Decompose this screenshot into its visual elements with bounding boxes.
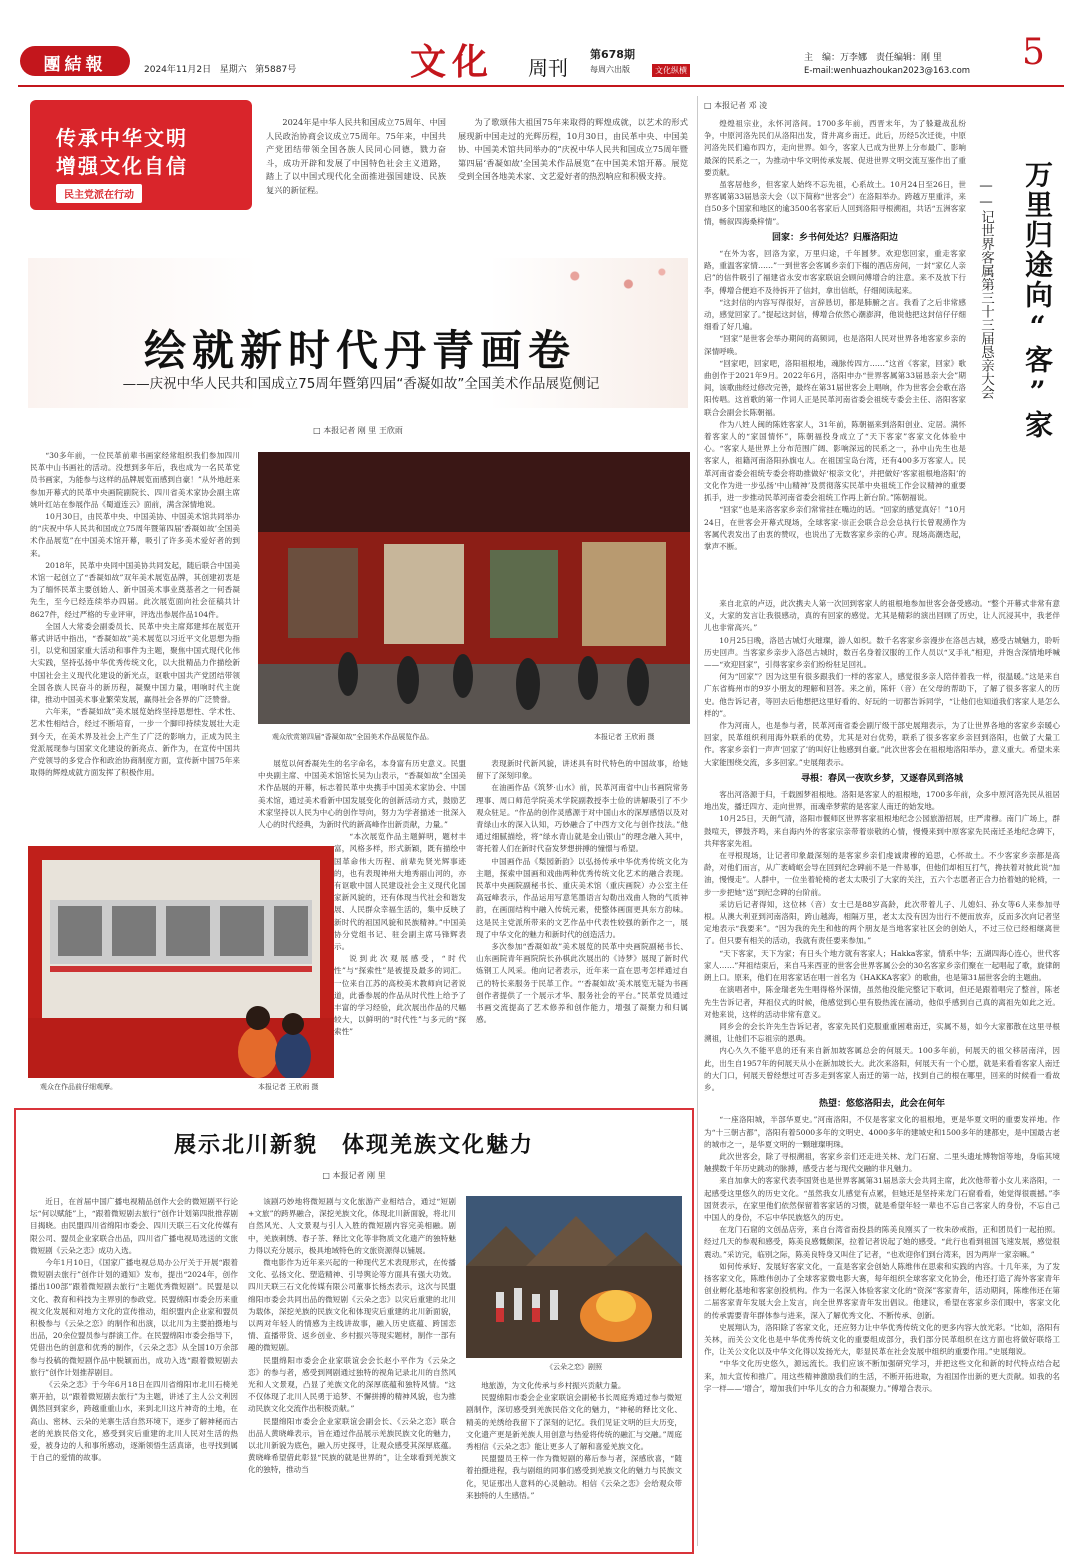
article2-paragraph: 同乡会的会长许先生告诉记者，客家先民们克服重重困难南迁，实属不易，如今大家都散在这里寻根溯祖，让他们不忘祖宗的恩典。 [704,1021,1060,1044]
article3-paragraph: 民盟绵阳市委会企业家联谊会副会长、《云朵之恋》联合出品人黄晓峰表示，旨在通过作品展示羌族民族文化的魅力，以北川新貌为底色，融入历史探寻，让观众感受其深厚底蕴。黄晓峰希望借此彰显“民族的就是世界的”，让全球看到羌族文化的独特，推动当 [248,1416,456,1475]
email: E-mail:wenhuazhoukan2023@163.com [804,66,971,76]
article1-paragraph: 全国人大常委会副委员长、民革中央主席郑建邦在展览开幕式讲话中指出，“香凝如故”美术展览以习近平文化思想为指引，以党和国家重大活动和事件为主题，聚焦中国式现代化伟大实践，坚持弘扬中华优秀传统文化，以大批精品力作描绘新中国社会主义现代化建设的新光点，讴歌中国共产党团结带领全国各族人民奋斗的新历程，凝聚中国力量，唱响时代主旋律，推动中国美术事业繁荣发展，赢得社会各界的广泛赞誉。 [30,621,240,705]
article2-paragraph: 内心久久不能平息的还有来自新加坡客属总会的何展天。100多年前，何展天的祖父移居南洋，因此，出生自1957年的何展天从小在新加坡长大。此次来洛阳，何展天有一个心愿，就是来看看客家人南迁的大门口，何展天曾经想过可否多走到客家人南迁的第一站，找到自己的根在哪里，回来的时候看一看故乡。 [704,1046,1060,1092]
article1-col-3 [476,758,688,1026]
article2-title [1012,160,1062,447]
article2-paragraph: “回家”也是来洛客家乡亲们常常挂在嘴边的话。“回家的感觉真好！”10月24日，在世客会开幕式现场，全球客家·崇正会联合总会总执行长曾观湧作为客属代表发出了由衷的赞叹，也说出了无数客家乡亲的心声。现场高潮迭起，掌声不断。 [704,505,966,551]
article2-paragraph: “回家”是世客会举办期间的高频词，也是洛阳人民对世界各地客家乡亲的深情呼唤。 [704,334,966,356]
column-tag: 文化纵横 [652,64,690,77]
article3-paragraph: 民盟盟员王梓一作为微短剧的幕后参与者，深感欣喜，“随着拍摄进程，我与剧组的同事们感受到羌族文化的魅力与民族文化，见证那出人意料的心灵触动。相信《云朵之恋》会给观众带来独特的人生感悟。” [466,1454,682,1500]
intro-paragraph: 2024年是中华人民共和国成立75周年、中国人民政治协商会议成立75周年。75年来，中国共产党团结带领全国各族人民同心同德，戮力奋斗，成功开辟和发展了中国特色社会主义道路，踏上了以中国式现代化全面推进强国建设、民族复兴的新征程。 [266,117,446,195]
article2-paragraph: 在龙门石窟的文创品店旁，来自台湾省南投县的陈美良刚买了一枚朱砂戒指，正和团员们一起拍照。经过几天的参观和感受，陈美良感慨颇深，拉着记者说起了她的感受。“此行也看到祖国飞速发展，感觉很震动。”采访完，临别之际，陈美良特身又叫住了记者，“也欢迎你们到台湾来，因为两岸一家亲嘛。” [704,1225,1060,1259]
article2-paragraph: 来自北京的卢迈，此次携夫人第一次回到客家人的祖根地参加世客会备受感动。“整个开幕式非常有意义，大家的发言让我很感动，真的有回家的感觉。尤其是精彩的演出回顾了历史，让人沉浸其中，我老伴儿也非常高兴。” [704,599,1060,633]
intro-paragraph: 为了歌颂伟大祖国75年来取得的辉煌成就，以艺术的形式展现新中国走过的光辉历程，10月30日，由民革中央、中国美协、中国美术馆共同举办的“庆祝中华人民共和国成立75周年暨第四届‘香凝如故’全国美术作品展览”在中国美术馆开幕。展览受到全国各地美术家、文艺爱好者的热烈响应和积极支持。 [458,117,688,182]
article3-paragraph: 地旅游，为文化传承与乡村振兴贡献力量。 [481,1381,626,1390]
article3-byline: □ 本报记者 刚 里 [322,1171,386,1180]
article1-paragraph: “本次展览作品主题鲜明，题材丰富，风格多样，形式新颖，既有描绘中国革命伟大历程、前辈先贤光辉事迹的，也有表现神州大地秀丽山河的，亦有讴歌中国人民建设社会主义现代化国家新风貌的，还有体现当代社会和谐发展、人民群众幸福生活的，集中反映了新时代的祖国风貌和民族精神。”中国美协分党组书记、驻会副主席马锋辉表示。 [334,832,466,952]
exhibition-photo [258,452,690,724]
photo2-caption: 观众在作品前仔细观摩。 [40,1083,117,1091]
article1-paragraph: 展览以何香凝先生的名字命名，本身富有历史意义。民盟中央副主席、中国美术馆馆长吴为山表示，“香凝如故”全国美术作品展的开幕，标志着民革中央携手中国美术家协会、中国美术馆，通过美术看新中国发展变化的创新活动方式，鼓励艺术家坚持以人民为中心的创作导向，努力为学者描述一批深入人心的时代经典，为新时代的新高峰作出新贡献，力量。” [258,759,466,830]
article1-paragraph: 2018年，民革中央同中国美协共同发起，随后联合中国美术馆一起创立了“香凝如故”双年美术展览品牌，其创建初衷是为了缅怀民革主要创始人、新中国美术事业奠基者之一何香凝先生，至今已经连续举办四届。此次展览面向社会征稿共计8627件，经过严格的专业评审，评选出参展作品104件。 [30,560,240,619]
article2-title-text: 万里归途向“客”家 [1021,160,1054,440]
article3-paragraph: 民盟绵阳市委会企业家联谊会副秘书长周庭秀通过参与微短剧制作，深切感受到羌族民俗文化的魅力，“神秘的释比文化、精美的羌绣给我留下了深刻的记忆。我们见证文明的巨大历变，文化遗产更是新羌族人用创意与热爱将传统的融汇与交融。”周庭秀相信《云朵之恋》能让更多人了解和喜爱羌族文化。 [466,1393,682,1452]
article1-title: 绘就新时代丹青画卷 [143,326,576,375]
article2-col-a [704,118,966,553]
article2-subtitle-text: ——记世界客属第三十三届恳亲大会 [978,178,994,399]
article2-subtitle [972,178,1000,403]
article1-paragraph: 六年来，“香凝如故”美术展览始终坚持思想性、学术性、艺术性相结合，经过不断培育，一步一个脚印持续发展壮大走到今天，在美术界及社会上产生了广泛的影响力，正成为民主党派展现参与国家文化建设的新亮点、新作为，在宣传中国共产党领导的多党合作和政治协商制度方面，宣传新中国75年来取得的辉煌成就方面发挥了积极作用。 [30,707,240,778]
article2-paragraph: “中华文化历史悠久，源远流长。我们应该不断加强研究学习，并把这些文化和新的时代特点结合起来，加大宣传和推广。用这些精神激励我们的生活，不断开拓进取，为祖国作出新的更大贡献。如我的名字一样——‘增合’，增加我们中华儿女的合力和凝聚力。”傅增合表示。 [704,1359,1060,1393]
article2-paragraph: “这封信的内容写得很好，言辞恳切，都是肺腑之言。我看了之后非常感动，感觉回家了。”提起这封信，傅增合依然心潮澎湃，他说他把这封信仔仔细细看了好几遍。 [704,297,966,332]
section-suffix: 周刊 [528,56,568,80]
article1-intro-col-2 [458,116,688,184]
article3-paragraph: 近日，在首届中国广播电视精品创作大会的微短剧平行论坛“何以赋能”上，“跟着微短剧去旅行”创作计划第四批推荐剧目揭晓。由民盟四川省绵阳市委会、四川天联三石文化传媒有限公司、盟员企业家联合出品，四川省广播电视局选送的文旅微短剧《云朵之恋》成功入选。 [30,1197,238,1255]
article3-paragraph: 今年1月10日，《国家广播电视总局办公厅关于开展“跟着微短剧去旅行”创作计划的通知》发布，提出“2024年，创作播出100部”跟着微短剧去旅行“主题优秀微短剧”。民盟是以文化、教育和科技为主界别的参政党。民盟绵阳市委会历来重视文化发展和对地方文化的宣传推动，组织盟内企业家和盟员积极参与《云朵之恋》的制作和出演，以北川为主要拍摄地与出品，20余位盟员参与群演工作。在民盟绵阳市委会指导下，凭借出色的创意和优秀的制作，《云朵之恋》从全国10万余部参与投稿的微短剧作品中脱颖而出，成功入选“跟着微短剧去旅行”创作计划推荐剧目。 [30,1258,238,1377]
article1-paragraph: 说到此次观展感受，“时代性”与“探索性”是被提及最多的词汇。一位来自江苏的高校美术教师向记者说道，此番参展的作品从时代性上给予了丰富的学习经验，此次展出作品的尺幅较大，以鲜明的“时代性”与多元的“探索性” [334,954,466,1037]
article2-paragraph: “天下客家，天下为家；有日头个地方就有客家人；Hakka客家，情系中华；五湖四海心连心，世代客家人……”拜祖结束后，来自马来西亚的世客会世界客属公会的30名客家乡亲们聚在一起唱起了歌，旋律朗朗上口。原来，他们在用客家话在唱一首名为《HAKKA客家》的歌曲，也是第31届世客会的主题曲。 [704,948,1060,983]
article2-paragraph: 10月25日，天朗气清，洛阳市偃师区世界客家祖根地纪念公园旅游招展，庄严肃穆。南门广场上，群鼓喧天，锣鼓齐鸣，来自海内外的客家宗亲带着崇敬的心情，慢慢来到中原客家先民南迁圣地纪念碑下，共拜客家先祖。 [704,814,1060,848]
section-title: 文化 [410,41,495,83]
issue-frequency: 每周六出版 [590,65,630,74]
photo1-caption: 观众欣赏第四届“香凝如故”全国美术作品展览作品。 [272,733,434,741]
article3-col-2 [248,1196,456,1477]
article1-paragraph: 10月30日，由民革中央、中国美协、中国美术馆共同举办的“庆祝中华人民共和国成立75周年暨第四届‘香凝如故’全国美术作品展览”在中国美术馆开幕，吸引了许多美术爱好者的到来。 [30,512,240,558]
photo1-credit: 本报记者 王欣雨 摄 [594,733,655,741]
exhibition-photo-art [258,452,690,724]
section-heading-return: 回家：乡书何处达？归雁洛阳边 [771,232,898,243]
issue-total: 第5887号 [255,65,297,75]
article1-subtitle: ——庆祝中华人民共和国成立75周年暨第四届“香凝如故”全国美术作品展览侧记 [122,376,600,392]
article1-paragraph: 表现新时代新风貌，讲述具有时代特色的中国故事，给她留下了深刻印象。 [476,759,688,781]
article2-paragraph: 在演唱者中，陈金瑞老先生唱得格外深情，虽然他没能完整记下歌词，但还是跟着唱完了整首，陈老先生告诉记者，拜祖仪式的时候，他感觉到心里有股热流在涌动，他似乎感到自己真的离祖先如此之近。对他来说，这样的活动非常有意义。 [704,985,1060,1019]
blossom-decoration [548,260,682,300]
article3-col-1 [30,1196,238,1464]
subway-photo-art [28,846,334,1078]
article2-paragraph: 虽客居他乡，但客家人始终不忘先祖，心系故土。10月24日至26日，世界客属第33届恳亲大会（以下简称“世客会”）在洛阳举办。跨越万里重洋，来自50多个国家和地区的逾3500名客家后人回到洛阳寻根溯祖，共话“五洲客家情，畅叙四海桑梓情”。 [704,180,966,226]
article1-paragraph: 在油画作品《筑梦·山水》前，民革河南省中山书画院常务理事、周口师范学院美术学院副教授李士俭的讲解吸引了不少观众驻足。“作品的创作灵感源于对中国山水的深厚感悟以及对青绿山水的深入认知，巧妙融合了中西方文化与创作技法。”他通过细腻描绘，将“绿水青山就是金山银山”的理念融入其中，寄托着人们在新时代奋发梦想拼搏的憧憬与希望。 [476,783,688,854]
weekday: 星期六 [219,65,247,75]
article1-col-1 [30,450,240,779]
drama-still-art [466,1196,682,1358]
section-heading-hope: 热望：悠悠洛阳去，此会在何年 [818,1099,945,1110]
article1-paragraph: 中国画作品《梨园新韵》以弘扬传承中华优秀传统文化为主题，探索中国画和戏曲两种优秀传统文化艺术的融合表现。民革中央画院副秘书长、重庆美术馆（重庆画院）办公室主任高冠峰表示，作品运用写意笔墨语言勾勒出戏曲人物的气质神韵，在画面结构中融入传统元素，使整体画面更具东方韵味。这是民主党派所带来的文艺作品中代表性较强的新作之一，展现了中华文化的魅力和新时代的创造活力。 [476,856,688,939]
article2-paragraph: 采访后记者得知，这位林（音）女士已是88岁高龄，此次带着儿子、儿媳妇、孙女等6人来参加寻根。从澳大利亚到河南洛阳，跨山越海，相隔万里，老太太没有因为出行不便而放弃，反而多次向记者坚定地表示“我要来”。“因为我的先生和他的两个朋友是当地客家社区会的创始人，不过三位已经相继离世了。但只要有相关的活动，我就有责任要来参加。” [704,899,1060,946]
masthead-date [144,62,296,75]
date: 2024年11月2日 [144,65,212,75]
article3-paragraph: 该剧巧妙地将微短剧与文化旅游产业相结合，通过“短剧+文旅”的跨界融合，深挖羌族文化，体现北川新面貌，将北川自然风光、人文景观与引人入胜的微短剧内容完美相融。剧中，羌族刺绣、春子茶、释比文化等非物质文化遗产的独特魅力得以充分展示，极具地域特色的文旅资源得以铺展。 [248,1197,456,1255]
promo-banner [30,100,252,210]
article2-col-b [704,598,1060,1395]
column-divider [697,96,698,1546]
photo2-credit: 本报记者 王欣雨 摄 [258,1083,319,1091]
masthead [18,32,1064,83]
article1-byline: □ 本报记者 刚 里 王欣雨 [313,426,403,435]
article1-paragraph: 多次参加“香凝如故”美术展览的民革中央画院副秘书长、山东画院青年画院院长孙棋此次展出的《诗梦》展现了新时代炼钢工人风采。他向记者表示，近年来一直在思考怎样通过自己的特长来服务于民革工作。“‘香凝如故’美术展览无疑为书画创作者提供了一个展示才华、服务社会的平台。”民革党员通过书画交流提高了艺术修养和创作能力，增强了凝聚力和归属感。 [476,942,688,1025]
article2-paragraph: 煌煌祖宗业，永怀河洛间。1700多年前，西晋末年，为了躲避战乱纷争，中原河洛先民们从洛阳出发，背井离乡南迁。此后，历经5次迁徙，中原河洛先民们遍布四方，走向世界。如今，客家人已成为世界上分布最广、影响最深的民系之一，为推动中华文明传承发展、促进世界文明交流互鉴作出了重要贡献。 [704,119,966,177]
article2-paragraph: 如何传承好、发展好客家文化，一直是客家会创始人陈维伟在思索和实践的内容。十几年来，为了发扬客家文化，陈维伟创办了全球客家微电影大赛，每年组织全球客家文化协会，他还打造了海外客家青年创业孵化基地和客家创投机构。作为一名深入体验客家文化的“资深”客家青年，活动期间，陈维伟还在第二届客家青年发展大会上发言，向全世界客家青年发出倡议。他建议，希望在客家乡亲们眼中，客家文化的传承需要青年群体参与进来，深入了解优秀文化、不断传承、创新。 [704,1261,1060,1320]
article1-paragraph: “30多年前，一位民革前辈书画家经常组织我们参加四川民革中山书画社的活动。没想到多年后，我也成为一名民革党员书画家，为能参与这样的品牌展览而感到自豪！”从外地赶来参加开幕式的民革中央画院副院长、四川省美术家协会副主席姚叶红站在参展作品《蜀道连云》面前，满含深情地说。 [30,451,240,509]
promo-line-1: 传承中华文明 [56,126,188,150]
page-number: 5 [1022,32,1045,73]
article2-paragraph: 何为“回家”？因为这里有很多跟我们一样的客家人，感觉很多亲人陪伴着我一样，很温暖。”这是来自广东省梅州市的9岁小朋友的理解和回答。来之前，陈轩（音）在父母的帮助下，了解了很多客家人的历史。他告诉记者，等回去后他想把这里好看的、好玩的一切都告诉同学，“让他们也知道我们客家人是怎么样的”。 [704,672,1060,718]
article2-paragraph: 10月25日晚，洛邑古城灯火璀璨，游人如织。数千名客家乡亲漫步在洛邑古城，感受古城魅力，聆听历史回声。当客家乡亲步入洛邑古城时，数百名身着汉服的工作人员以“叉手礼”相迎，并饱含深情地呼喊——“欢迎回家”，引得客家乡亲们纷纷驻足回礼。 [704,635,1060,670]
article2-byline: □ 本报记者 邓 凌 [704,101,768,110]
masthead-rule [18,85,1064,87]
promo-tag: 民主党派在行动 [56,184,142,203]
article2-paragraph: 史展翔认为，洛阳除了客家文化，还应努力让中华优秀传统文化的更多内容大放光彩。“比如，洛阳有关林，而关公文化也是中华优秀传统文化的重要组成部分，我们部分民革组织在这方面也将做好联络工作，让关公文化以及中华文化得以发扬光大，彰显民革在社会发展中组织的重要作用。”史展翔说。 [704,1322,1060,1357]
article3-paragraph: 民盟绵阳市委会企业家联谊会会长赵小平作为《云朵之恋》的参与者，感受到网剧通过独特的视角记录北川的自然风光和人文景观，凸显了羌族文化的深厚底蕴和独特风情。“这不仅体现了北川人民勇于追梦、不懈拼搏的精神风貌，也为推动民族文化交流作出积极贡献。” [248,1355,456,1414]
article2-paragraph: “一座洛阳城，半部华夏史。”河南洛阳，不仅是客家文化的祖根地，更是华夏文明的重要发祥地。作为“十三朝古都”，洛阳有着5000多年的文明史、4000多年的建城史和1500多年的建都史，是中国最古老的城市之一，是华夏文明的一颗璀璨明珠。 [704,1115,1060,1149]
article3-paragraph: 《云朵之恋》于今年6月18日在四川省绵阳市北川石椅羌寨开拍，以“跟着微短剧去旅行”为主题，讲述了主人公文利因偶然回到家乡，跨越重重山水，来到北川这片神奇的土地，在高山、密林、云朵的羌寨生活自然环境下，逐步了解神秘而古老的羌族民俗文化，感受到灾后重建的北川人民对生活的热爱，被身边的人和事所感动，逐渐领悟生活真谛，也寻找到属于自己的爱情的故事。 [30,1380,238,1463]
article2-paragraph: 在寻根现场，让记者印象最深刻的是客家乡亲们虔诚肃穆的追思，心怀故土。不少客家乡亲都是高龄，对他们而言，从广袤崎岖会导在回到纪念碑前不是一件易事，但他们却相互打气，搀扶着对彼此说“加油，慢慢走”。人群中，一位坐着轮椅的老太太吸引了大家的关注，五六个志愿者正合力抬着她的轮椅，一步一步把她“送”到纪念碑的台阶前。 [704,851,1060,897]
article2-paragraph: 此次世客会，除了寻根溯祖，客家乡亲们还走进关林、龙门石窟、二里头遗址博物馆等地，身临其境触摸数千年历史跳动的脉搏，感受古老与现代交融的非凡魅力。 [704,1151,1060,1174]
section-heading-roots: 寻根：春风一夜吹乡梦，又逐春风到洛城 [800,773,963,784]
article2-paragraph: “回家吧，回家吧，洛阳祖根地，魂脉传四方……”这首《客家，回家》歌曲创作于2021年9月。2022年6月，洛阳申办“世界客属第33届恳亲大会”期间，该歌曲经过修改完善，最终在第31届世客会上唱响，作为世客会会歌在洛阳传唱。这首歌的第一作词人正是民革河南省委会祖统专委会主任、洛阳客家联合会副会长陈朝福。 [704,358,966,417]
article2-paragraph: “在外为客，回洛为家，万里归途，千年圆梦。欢迎您回家，重走客家路，重温客家情……”一到世客会客属乡亲们下榻的酒店房间，一封“家亿人亲启”的信件吸引了福建省永安市客家联谊会顾问傅增合的注意。来不及放下行李，傅增合便迫不及待拆开了信封，拿出信纸，仔细阅读起来。 [704,249,966,295]
drama-still-photo [466,1196,682,1358]
article3-col-3 [466,1380,682,1502]
article2-paragraph: 客出河洛源于归，千载圆梦祖根地。洛阳是客家人的祖根地，1700多年前，众多中原河洛先民从祖居地出发，播迁四方、走向世界，而魂牵梦萦的是客家人南迁的始发地。 [704,790,1060,812]
article2-paragraph: 作为八姓人闽的陈姓客家人，31年前，陈朝福来到洛阳创业、定居。满怀着客家人的“家国情怀”，陈朝福投身成立了“天下客家”客家文化体验中心。“客家人是世界上分布范围广阔、影响深远的民系之一，孙中山先生也是客家人，祖籍河南洛阳孙旗屯人。在祖国宝岛台湾，还有400多万客家人。民革河南省委会祖统专委会将助推做好‘根亲文化’，并把做好‘客家祖根地洛阳’的文化作为进一步弘扬‘中山精神’及贯彻落实民革中央祖统工作会议精神的重要抓手，进一步推动民革河南省委会祖统工作再上新台阶。”陈朝福说。 [704,419,966,503]
article2-paragraph: 来自加拿大的客家代表李国贤也是世界客属第31届恳亲大会共同主席，此次他带着小女儿来洛阳，一起感受这里悠久的历史文化。“虽然我女儿感觉有点累，但她还是坚持来龙门石窟看看，她觉得很震撼。”李国贤表示，在家里他们依然保留着客家话的习惯，就是希望年轻一辈也不忘自己客家人的身份，不忘自己中国人的身份，不忘中华民族悠久的历史。 [704,1176,1060,1222]
article2-paragraph: 作为河南人，也是参与者，民革河南省委会副厅级干部史展翔表示，为了让世界各地的客家乡亲暖心回家，民革组织利用海外联系的优势，尤其是对台优势，联系了很多客家乡亲回到洛阳，也做了大量工作。客家乡亲们一声声‘回家了’的叫好让他感到自豪。”此次世客会在祖根地洛阳举办，意义重大。希望未来大家能围绕交流，多多回家。”史展翔表示。 [704,721,1060,767]
article1-intro-col-1 [266,116,446,198]
article3-paragraph: 微电影作为近年来兴起的一种现代艺术表现形式，在传播文化、弘扬文化、塑造精神、引导舆论等方面具有强大功效。四川天联三石文化传媒有限公司董事长杨杰表示，这次与民盟绵阳市委会共同出品的微短剧《云朵之恋》以灾后重建的北川为载体，深挖羌族的民族文化和体现灾后重建的北川新面貌，以两对年轻人的情感为主线讲故事，融入历史底蕴、跨国恋情、直播带货、返乡创业、乡村振兴等现实题材，制作一部有趣的微短剧。 [248,1258,456,1353]
issue-number: 第678期 [590,48,635,61]
editor-line: 主 编：万李娜 责任编辑：刚 里 [804,53,942,63]
article3-title: 展示北川新貌 体现羌族文化魅力 [173,1132,534,1158]
paper-name: 團結報 [43,55,107,75]
promo-line-2: 增强文化自信 [56,154,188,178]
drama-still-caption: 《云朵之恋》剧照 [546,1363,602,1371]
subway-photo [28,846,334,1078]
